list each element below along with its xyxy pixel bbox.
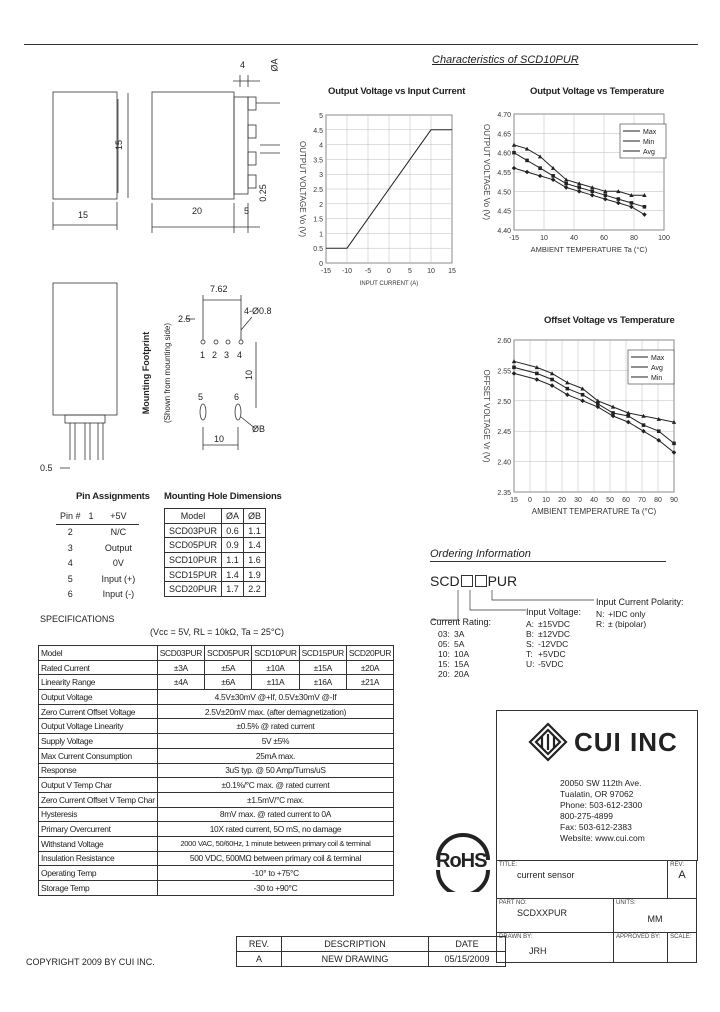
- data-point: [565, 392, 570, 397]
- spec-model: SCD15PUR: [299, 646, 346, 661]
- dim-10-vertical: 10: [244, 369, 255, 381]
- data-point: [535, 377, 540, 382]
- data-point: [580, 399, 585, 404]
- hole-b: 1.4: [244, 538, 266, 553]
- data-point: [626, 414, 630, 418]
- specs-title: SPECIFICATIONS: [40, 614, 115, 624]
- data-point: [617, 197, 621, 201]
- rohs-label: RoHS: [436, 850, 487, 872]
- x-tick-label: 10: [540, 235, 548, 242]
- data-point: [643, 205, 647, 209]
- polarity-list: N: +IDC only R: ± (bipolar): [596, 609, 647, 629]
- hole-a: 1.1: [222, 553, 244, 568]
- pin-num: 5: [67, 573, 73, 584]
- spec-value: ±15A: [299, 660, 346, 675]
- hole-a: 1.4: [222, 567, 244, 582]
- spec-label: Withstand Voltage: [39, 836, 158, 851]
- spec-label: Linearity Range: [39, 675, 158, 690]
- rev-header: DESCRIPTION: [282, 937, 429, 952]
- spec-value: 2.5V±20mV max. (after demagnetization): [157, 704, 393, 719]
- dim-hole-a: ØA: [269, 58, 280, 72]
- units-cell: UNITS: MM: [614, 899, 697, 933]
- spec-value: ±5A: [205, 660, 252, 675]
- chart1-title: Output Voltage vs Input Current: [328, 86, 466, 97]
- x-tick-label: 40: [590, 497, 598, 504]
- hole-a: 1.7: [222, 582, 244, 597]
- hole-a: 0.6: [222, 523, 244, 538]
- spec-value: ±6A: [205, 675, 252, 690]
- legend-label: Avg: [643, 149, 655, 156]
- spec-value: 3uS typ. @ 50 Amp/Turns/uS: [157, 763, 393, 778]
- pin-header-pin: Pin #: [56, 508, 85, 524]
- data-point: [538, 154, 542, 158]
- title-block: [496, 860, 697, 963]
- data-point: [538, 174, 543, 179]
- spec-value: 500 VDC, 500MΩ between primary coil & terminal: [157, 851, 393, 866]
- dim-4-holes: 4-Ø0.8: [244, 306, 272, 316]
- dim-5: 5: [244, 206, 250, 216]
- current-rating-list: 03: 3A 05: 5A 10: 10A 15: 15A 20: 20A: [438, 629, 470, 679]
- input-voltage-label: Input Voltage:: [526, 607, 582, 617]
- spec-value: ±16A: [299, 675, 346, 690]
- dim-10-horizontal: 10: [214, 434, 225, 444]
- data-point: [565, 380, 569, 384]
- dim-hole-b: ØB: [252, 424, 266, 434]
- dim-7-62: 7.62: [210, 284, 228, 294]
- data-point: [512, 166, 517, 171]
- data-point: [525, 170, 530, 175]
- pin-header-1: 1: [85, 508, 98, 524]
- x-tick-label: 60: [600, 235, 608, 242]
- rev-value: A: [237, 952, 282, 967]
- pin-num: 3: [67, 542, 73, 553]
- polarity-label: Input Current Polarity:: [596, 597, 684, 607]
- chart2-title: Output Voltage vs Temperature: [530, 86, 665, 97]
- hole-model: SCD05PUR: [165, 538, 222, 553]
- spec-model: SCD10PUR: [252, 646, 299, 661]
- x-tick-label: -5: [364, 268, 372, 275]
- data-point: [604, 193, 608, 197]
- spec-value: ±10A: [252, 660, 299, 675]
- x-tick-label: -15: [508, 235, 520, 242]
- spec-label: Output Voltage Linearity: [39, 719, 158, 734]
- legend-label: Max: [651, 355, 665, 362]
- legend-label: Max: [643, 129, 657, 136]
- revision-table: [236, 936, 506, 967]
- data-point: [642, 423, 646, 427]
- spec-label: Max Current Consumption: [39, 748, 158, 763]
- data-point: [603, 197, 608, 202]
- pin-num: 4: [67, 558, 73, 569]
- y-tick-label: 2.50: [497, 398, 511, 406]
- spec-model: SCD03PUR: [157, 646, 204, 661]
- x-tick-label: 80: [630, 235, 638, 242]
- ordering-title-underline: [430, 561, 666, 562]
- cui-logo-icon: [528, 722, 568, 762]
- rev-header: DATE: [429, 937, 506, 952]
- data-point: [564, 185, 569, 190]
- y-tick-label: 4.70: [497, 112, 511, 119]
- dim-15-height: 15: [114, 139, 125, 151]
- x-axis-label: AMBIENT TEMPERATURE Ta (°C): [531, 507, 657, 516]
- x-tick-label: 30: [574, 497, 582, 504]
- footprint-pin-4: 4: [237, 350, 243, 360]
- legend-label: Min: [643, 139, 655, 146]
- chart-output-vs-current: [296, 100, 468, 310]
- series-line-min: [514, 153, 644, 207]
- x-axis-label: INPUT CURRENT (A): [359, 281, 419, 287]
- x-tick-label: -15: [320, 268, 332, 275]
- hole-table-title: Mounting Hole Dimensions: [164, 491, 282, 502]
- data-point: [616, 201, 621, 206]
- footprint-subtitle: (Shown from mounting side): [163, 322, 173, 424]
- data-point: [551, 174, 555, 178]
- mounting-hole-table: [164, 508, 266, 597]
- hole-model: SCD10PUR: [165, 553, 222, 568]
- pin-table-title: Pin Assignments: [76, 491, 150, 502]
- spec-value: ±3A: [157, 660, 204, 675]
- x-tick-label: 60: [622, 497, 630, 504]
- x-tick-label: 10: [542, 497, 550, 504]
- spec-label: Response: [39, 763, 158, 778]
- data-point: [630, 201, 634, 205]
- rohs-badge: [432, 830, 494, 892]
- pin-func: Input (+): [101, 573, 136, 584]
- x-tick-label: 10: [427, 268, 435, 275]
- data-point: [512, 371, 517, 376]
- rev-value: 05/15/2009: [429, 952, 506, 967]
- footprint-pin-1: 1: [200, 350, 206, 360]
- page-title: Characteristics of SCD10PUR: [432, 54, 579, 66]
- title-cell: TITLE: current sensor: [497, 861, 668, 899]
- hole-b: 1.6: [244, 553, 266, 568]
- y-tick-label: 4.40: [497, 228, 511, 235]
- pin-func: Input (-): [102, 589, 135, 600]
- legend-label: Avg: [651, 365, 663, 372]
- spec-label: Zero Current Offset V Temp Char: [39, 792, 158, 807]
- chart3-title: Offset Voltage vs Temperature: [544, 315, 675, 326]
- ordering-title: Ordering Information: [430, 548, 531, 560]
- y-tick-label: 2.35: [497, 490, 511, 497]
- x-tick-label: 20: [558, 497, 566, 504]
- chart-offset-vs-temp: [472, 328, 692, 533]
- spec-value: 4.5V±30mV @+If, 0.5V±30mV @-If: [157, 690, 393, 705]
- current-rating-label: Current Rating:: [430, 617, 492, 627]
- y-tick-label: 4.45: [497, 208, 511, 216]
- data-point: [538, 166, 542, 170]
- y-tick-label: 4: [319, 142, 323, 150]
- spec-model: SCD05PUR: [205, 646, 252, 661]
- y-tick-label: 0.5: [313, 246, 323, 254]
- y-tick-label: 5: [319, 113, 323, 120]
- hole-header: Model: [165, 509, 222, 524]
- data-point: [564, 182, 568, 186]
- hole-model: SCD15PUR: [165, 567, 222, 582]
- data-point: [550, 378, 554, 382]
- spec-value: ±0.1%/°C max. @ rated current: [157, 778, 393, 793]
- data-point: [551, 177, 556, 182]
- spec-label: Supply Voltage: [39, 734, 158, 749]
- data-point: [525, 159, 529, 163]
- y-tick-label: 2.5: [313, 187, 323, 194]
- rev-header: REV.: [237, 937, 282, 952]
- y-tick-label: 4.50: [497, 189, 511, 197]
- dim-0-5: 0.5: [40, 463, 53, 473]
- x-tick-label: 0: [528, 497, 532, 504]
- footprint-pin-5: 5: [198, 392, 204, 402]
- y-tick-label: 0: [319, 261, 323, 268]
- y-tick-label: 2: [319, 201, 323, 209]
- spec-value: 25mA max.: [157, 748, 393, 763]
- data-point: [672, 442, 676, 446]
- dim-2-5: 2.5: [178, 314, 191, 324]
- data-point: [512, 359, 516, 363]
- data-point: [512, 143, 516, 147]
- spec-label: Operating Temp: [39, 866, 158, 881]
- hole-header: ØA: [222, 509, 244, 524]
- spec-label: Primary Overcurrent: [39, 822, 158, 837]
- spec-label: Storage Temp: [39, 881, 158, 896]
- x-tick-label: 15: [448, 268, 456, 275]
- spec-value: 2000 VAC, 50/60Hz, 1 minute between primary coil & terminal: [157, 836, 393, 851]
- company-name: CUI INC: [574, 726, 678, 757]
- x-tick-label: 15: [510, 497, 518, 504]
- x-tick-label: -10: [341, 268, 353, 275]
- data-point: [590, 193, 595, 198]
- x-tick-label: 50: [606, 497, 614, 504]
- hole-header: ØB: [244, 509, 266, 524]
- footprint-pin-6: 6: [234, 392, 240, 402]
- hole-model: SCD03PUR: [165, 523, 222, 538]
- data-point: [566, 387, 570, 391]
- approved-cell: APPROVED BY:: [614, 933, 668, 963]
- cui-logo: [528, 722, 678, 762]
- y-axis-label: OUTPUT VOLTAGE Vo (V): [482, 123, 491, 221]
- spec-value: ±20A: [346, 660, 393, 675]
- hole-model: SCD20PUR: [165, 582, 222, 597]
- hole-b: 2.2: [244, 582, 266, 597]
- spec-model: SCD20PUR: [346, 646, 393, 661]
- x-tick-label: 70: [638, 497, 646, 504]
- spec-label: Rated Current: [39, 660, 158, 675]
- y-tick-label: 4.55: [497, 170, 511, 177]
- pin-num: 6: [67, 589, 73, 600]
- data-point: [657, 429, 661, 433]
- data-point: [512, 151, 516, 155]
- hole-a: 0.9: [222, 538, 244, 553]
- sensor-bottom-view: [53, 283, 117, 415]
- spec-value: -10° to +75°C: [157, 866, 393, 881]
- spec-value: ±11A: [252, 675, 299, 690]
- data-point: [581, 393, 585, 397]
- spec-label: Zero Current Offset Voltage: [39, 704, 158, 719]
- rev-value: NEW DRAWING: [282, 952, 429, 967]
- drawn-cell: DRAWN BY: JRH: [497, 933, 614, 963]
- part-cell: PART NO: SCDXXPUR: [497, 899, 614, 933]
- x-tick-label: 80: [654, 497, 662, 504]
- pin-func: 0V: [112, 558, 124, 569]
- rev-cell: REV: A: [668, 861, 697, 899]
- spec-label: Output V Temp Char: [39, 778, 158, 793]
- chart-output-vs-temp: [472, 100, 682, 285]
- footprint-title: Mounting Footprint: [141, 331, 152, 415]
- footprint-pin-2: 2: [212, 350, 218, 360]
- y-tick-label: 2.40: [497, 459, 511, 467]
- data-point: [626, 420, 631, 425]
- x-tick-label: 100: [658, 235, 670, 242]
- spec-value: -30 to +90°C: [157, 881, 393, 896]
- y-tick-label: 2.45: [497, 429, 511, 437]
- x-tick-label: 5: [408, 268, 412, 275]
- y-tick-label: 3.5: [313, 157, 323, 165]
- company-address: 20050 SW 112th Ave. Tualatin, OR 97062 Phone: 503-612-2300 800-275-4899 Fax: 503-612-2383 Website: www.cui.com: [560, 778, 645, 843]
- specifications-table: [38, 645, 394, 896]
- specs-conditions: (Vcc = 5V, RL = 10kΩ, Ta = 25°C): [150, 627, 284, 637]
- x-tick-label: 0: [387, 268, 391, 275]
- sensor-front-view: [53, 92, 117, 199]
- input-voltage-list: A: ±15VDC B: ±12VDC S: -12VDC T: +5VDC U: -5VDC: [526, 619, 571, 669]
- y-axis-label: OUTPUT VOLTAGE Vo (V): [298, 140, 307, 238]
- footprint-pin-3: 3: [224, 350, 230, 360]
- pin-num: 2: [67, 527, 73, 538]
- spec-label: Hysteresis: [39, 807, 158, 822]
- ordering-part-code: SCD PUR: [430, 573, 518, 589]
- data-point: [512, 366, 516, 370]
- spec-value: ±1.5mV/°C max.: [157, 792, 393, 807]
- data-point: [642, 212, 647, 217]
- spec-label: Output Voltage: [39, 690, 158, 705]
- dim-15-width: 15: [78, 210, 89, 220]
- data-point: [550, 383, 555, 388]
- dim-4: 4: [240, 60, 246, 70]
- spec-value: 5V ±5%: [157, 734, 393, 749]
- data-point: [535, 372, 539, 376]
- data-point: [629, 205, 634, 210]
- legend-label: Min: [651, 375, 663, 382]
- dim-0-25: 0.25: [257, 184, 268, 202]
- spec-label: Model: [39, 646, 158, 661]
- data-point: [590, 190, 594, 194]
- y-tick-label: 2.60: [497, 338, 511, 345]
- y-tick-label: 4.65: [497, 131, 511, 139]
- pin-assignments-table: [56, 508, 139, 602]
- x-tick-label: 90: [670, 497, 678, 504]
- sensor-side-view: [152, 92, 234, 199]
- y-tick-label: 1.5: [313, 216, 323, 224]
- y-tick-label: 4.5: [313, 127, 323, 135]
- spec-value: 10X rated current, 5O mS, no damage: [157, 822, 393, 837]
- data-point: [577, 186, 581, 190]
- y-tick-label: 3: [319, 172, 323, 180]
- scale-cell: SCALE:: [668, 933, 697, 963]
- spec-label: Insulation Resistance: [39, 851, 158, 866]
- mechanical-drawing: [30, 55, 290, 485]
- pin-header-5v: +5V: [98, 508, 140, 524]
- dim-20: 20: [192, 206, 203, 216]
- x-tick-label: 40: [570, 235, 578, 242]
- pin-func: N/C: [110, 527, 127, 538]
- spec-value: ±4A: [157, 675, 204, 690]
- hole-b: 1.9: [244, 567, 266, 582]
- spec-value: ±0.5% @ rated current: [157, 719, 393, 734]
- pin-func: Output: [104, 542, 132, 553]
- border-top: [24, 44, 698, 45]
- y-tick-label: 1: [319, 231, 323, 239]
- y-tick-label: 4.60: [497, 150, 511, 158]
- x-axis-label: AMBIENT TEMPERATURE Ta (°C): [530, 245, 648, 254]
- y-tick-label: 2.55: [497, 368, 511, 376]
- data-point: [577, 189, 582, 194]
- hole-b: 1.1: [244, 523, 266, 538]
- spec-value: ±21A: [346, 675, 393, 690]
- y-axis-label: OFFSET VOLTAGE Vr (V): [482, 369, 491, 463]
- copyright: COPYRIGHT 2009 BY CUI INC.: [26, 957, 155, 967]
- spec-value: 8mV max. @ rated current to 0A: [157, 807, 393, 822]
